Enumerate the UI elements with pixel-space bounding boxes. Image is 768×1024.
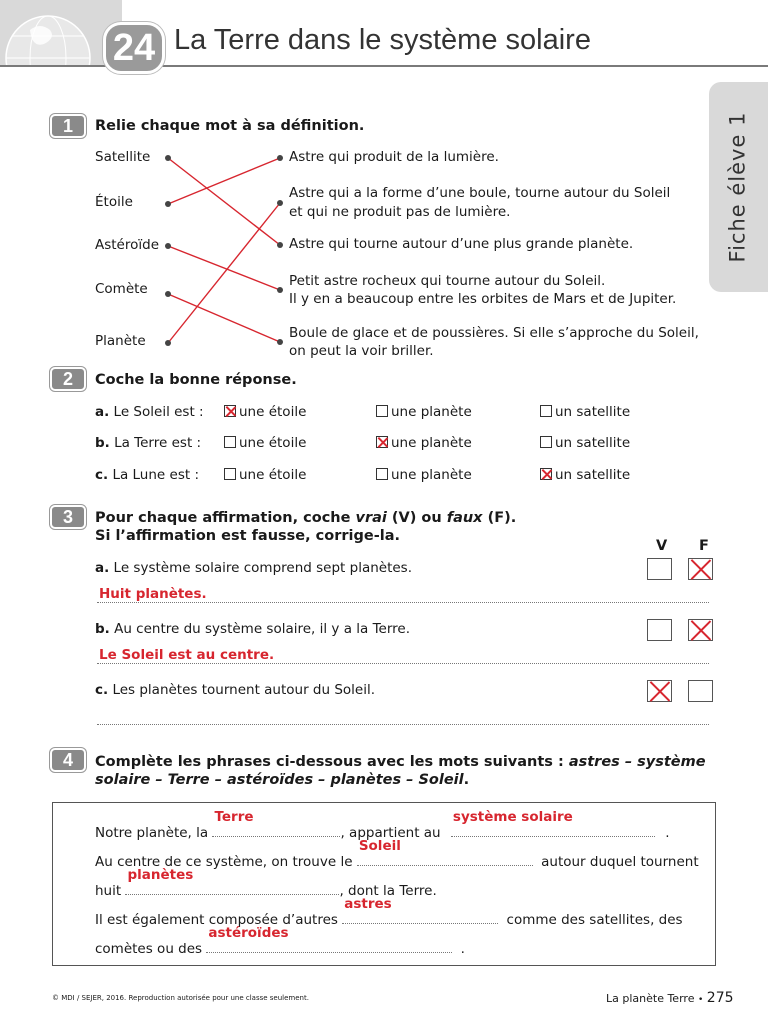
definition-5-line-2: on peut la voir briller. <box>289 343 434 359</box>
ex3-title-faux: faux <box>446 510 483 526</box>
ex2-row-prompt <box>95 467 199 483</box>
vrai-checkbox[interactable] <box>647 558 672 580</box>
ex2-row-letter: c. <box>95 467 109 483</box>
definition-5-line-1: Boule de glace et de poussières. Si elle s’approche du Soleil, <box>289 325 699 341</box>
correction-line[interactable] <box>97 663 709 664</box>
page-footer <box>606 990 734 1006</box>
ex2-option-label: une planète <box>391 404 472 420</box>
ex2-option-label: un satellite <box>555 435 631 451</box>
ex3-statement <box>95 621 410 637</box>
match-line <box>168 246 280 290</box>
s1-text-b: , appartient au <box>340 825 441 841</box>
ex3-letter: b. <box>95 621 110 637</box>
word-dot[interactable] <box>165 291 171 297</box>
match-line <box>168 158 280 245</box>
definition-3-line-1: Astre qui tourne autour d’une plus grande planète. <box>289 236 634 252</box>
definition-dot[interactable] <box>277 339 283 345</box>
definition-2-line-2: et qui ne produit pas de lumière. <box>289 204 511 220</box>
definition-dot[interactable] <box>277 200 283 206</box>
exercise-1-title: Relie chaque mot à sa définition. <box>95 118 365 134</box>
ex3-statement-text: Au centre du système solaire, il y a la Terre. <box>114 621 411 637</box>
checkbox[interactable] <box>376 436 388 448</box>
checkbox[interactable] <box>376 468 388 480</box>
ex2-option-label: un satellite <box>555 467 631 483</box>
definition-2 <box>289 184 670 222</box>
checkbox[interactable] <box>224 436 236 448</box>
word-planete: Planète <box>95 333 146 349</box>
s4-text-b: comme des satellites, des <box>506 912 683 928</box>
correction-line[interactable] <box>97 602 709 603</box>
s2-text-b: autour duquel tournent <box>541 854 699 870</box>
ex3-letter: a. <box>95 560 110 576</box>
ex2-option[interactable] <box>224 435 306 451</box>
definition-1-line-1: Astre qui produit de la lumière. <box>289 149 499 165</box>
definition-4-line-2: Il y en a beaucoup entre les orbites de Mars et de Jupiter. <box>289 291 677 307</box>
footer-chapter: La planète Terre <box>606 992 695 1005</box>
s1-text-c: . <box>665 825 670 841</box>
ex2-option-label: un satellite <box>555 404 631 420</box>
word-dot[interactable] <box>165 243 171 249</box>
exercise-4-title-line-2 <box>95 772 469 788</box>
page-number: 275 <box>706 990 734 1006</box>
word-asteroide: Astéroïde <box>95 237 160 253</box>
word-satellite: Satellite <box>95 149 151 165</box>
definition-dot[interactable] <box>277 287 283 293</box>
f-column-label: F <box>699 538 709 554</box>
sentence-4 <box>95 896 683 928</box>
ex2-row-prompt <box>95 404 204 420</box>
s5-text-b: . <box>460 941 465 957</box>
ex4-title-end: . <box>463 772 470 788</box>
s1-text-a: Notre planète, la <box>95 825 209 841</box>
word-dot[interactable] <box>165 155 171 161</box>
s2-text-a: Au centre de ce système, on trouve le <box>95 854 353 870</box>
match-line <box>168 158 280 204</box>
ex3-title-mid: (V) ou <box>386 510 447 526</box>
answer-soleil: Soleil <box>358 838 401 854</box>
checkbox[interactable] <box>540 436 552 448</box>
exercise-4-title-line-1 <box>95 754 706 770</box>
ex2-row-prompt-text: Le Soleil est : <box>113 404 204 420</box>
checkbox[interactable] <box>224 468 236 480</box>
blank-soleil[interactable] <box>357 838 533 866</box>
ex2-row-prompt-text: La Terre est : <box>114 435 202 451</box>
definition-2-line-1: Astre qui a la forme d’une boule, tourne autour du Soleil <box>289 185 671 201</box>
word-dot[interactable] <box>165 201 171 207</box>
word-comete: Comète <box>95 281 148 297</box>
ex2-option[interactable] <box>540 467 630 483</box>
correction-answer: Le Soleil est au centre. <box>99 647 275 663</box>
ex2-row-prompt-text: La Lune est : <box>112 467 199 483</box>
faux-checkbox[interactable] <box>688 619 713 641</box>
definition-4-line-1: Petit astre rocheux qui tourne autour du Soleil. <box>289 273 606 289</box>
checkbox[interactable] <box>540 405 552 417</box>
blank-asteroides[interactable] <box>206 925 452 953</box>
ex3-letter: c. <box>95 682 109 698</box>
ex4-title-words-1: astres – système <box>568 754 706 770</box>
checkbox[interactable] <box>540 468 552 480</box>
ex2-option[interactable] <box>540 435 630 451</box>
ex3-statement-text: Les planètes tournent autour du Soleil. <box>112 682 376 698</box>
exercise-3-title-line-2: Si l’affirmation est fausse, corrige-la. <box>95 528 401 544</box>
ex2-option-label: une étoile <box>239 404 307 420</box>
word-etoile: Étoile <box>95 194 133 210</box>
correction-answer: Huit planètes. <box>99 586 207 602</box>
ex2-row-prompt <box>95 435 201 451</box>
ex2-row-letter: b. <box>95 435 110 451</box>
answer-planetes: planètes <box>127 867 194 883</box>
vrai-checkbox[interactable] <box>647 619 672 641</box>
page-title: La Terre dans le système solaire <box>174 24 591 56</box>
ex3-statement <box>95 560 412 576</box>
exercise-1-badge: 1 <box>50 114 86 138</box>
definition-5 <box>289 324 699 360</box>
ex3-title-vrai: vrai <box>355 510 387 526</box>
ex3-title-end: (F). <box>482 510 517 526</box>
ex2-option-label: une étoile <box>239 467 307 483</box>
definition-dot[interactable] <box>277 155 283 161</box>
exercise-2-title: Coche la bonne réponse. <box>95 372 297 388</box>
chapter-number-badge: 24 <box>103 22 165 74</box>
sentence-5 <box>95 925 465 957</box>
faux-checkbox[interactable] <box>688 558 713 580</box>
blank-astres[interactable] <box>342 896 498 924</box>
ex3-title-pre: Pour chaque affirmation, coche <box>95 510 356 526</box>
ex2-option[interactable] <box>376 435 472 451</box>
s3-text-a: huit <box>95 883 122 899</box>
ex2-option-label: une planète <box>391 435 472 451</box>
correction-line[interactable] <box>97 724 709 725</box>
word-dot[interactable] <box>165 340 171 346</box>
s3-text-b: , dont la Terre. <box>339 883 437 899</box>
ex2-option[interactable] <box>540 404 630 420</box>
ex3-statement <box>95 682 375 698</box>
s5-text-a: comètes ou des <box>95 941 203 957</box>
match-line <box>168 294 280 342</box>
side-tab-label <box>712 82 762 292</box>
ex2-option[interactable] <box>224 467 306 483</box>
checkbox[interactable] <box>224 405 236 417</box>
side-tab-text: Fiche élève 1 <box>725 111 749 263</box>
exercise-4-badge: 4 <box>50 748 86 772</box>
definition-4 <box>289 272 676 308</box>
ex2-option[interactable] <box>376 404 472 420</box>
blank-planetes[interactable] <box>125 867 339 895</box>
answer-terre: Terre <box>214 809 254 825</box>
ex2-option-label: une étoile <box>239 435 307 451</box>
answer-asteroides: astéroïdes <box>208 925 289 941</box>
definition-3 <box>289 236 633 252</box>
ex4-title-words-2: solaire – Terre – astéroïdes – planètes – Soleil <box>95 772 464 788</box>
ex3-statement-text: Le système solaire comprend sept planètes. <box>113 560 412 576</box>
exercise-3-title-line-1 <box>95 510 516 526</box>
blank-terre[interactable] <box>212 809 340 837</box>
blank-systeme-solaire[interactable] <box>451 809 655 837</box>
ex2-option-label: une planète <box>391 467 472 483</box>
footer-bullet: • <box>697 995 704 1005</box>
vrai-checkbox[interactable] <box>647 680 672 702</box>
exercise-3-badge: 3 <box>50 505 86 529</box>
ex4-title-pre: Complète les phrases ci-dessous avec les mots suivants : <box>95 754 569 770</box>
ex2-option[interactable] <box>376 467 472 483</box>
s4-text-a: Il est également composée d’autres <box>95 912 338 928</box>
copyright-notice: © MDI / SEJER, 2016. Reproduction autorisée pour une classe seulement. <box>52 994 309 1002</box>
definition-dot[interactable] <box>277 242 283 248</box>
checkbox[interactable] <box>376 405 388 417</box>
ex2-option[interactable] <box>224 404 306 420</box>
v-column-label: V <box>656 538 668 554</box>
answer-systeme-solaire: système solaire <box>452 809 573 825</box>
ex2-row-letter: a. <box>95 404 110 420</box>
match-line <box>168 203 280 343</box>
exercise-2-badge: 2 <box>50 367 86 391</box>
answer-astres: astres <box>344 896 392 912</box>
faux-checkbox[interactable] <box>688 680 713 702</box>
definition-1 <box>289 149 499 165</box>
